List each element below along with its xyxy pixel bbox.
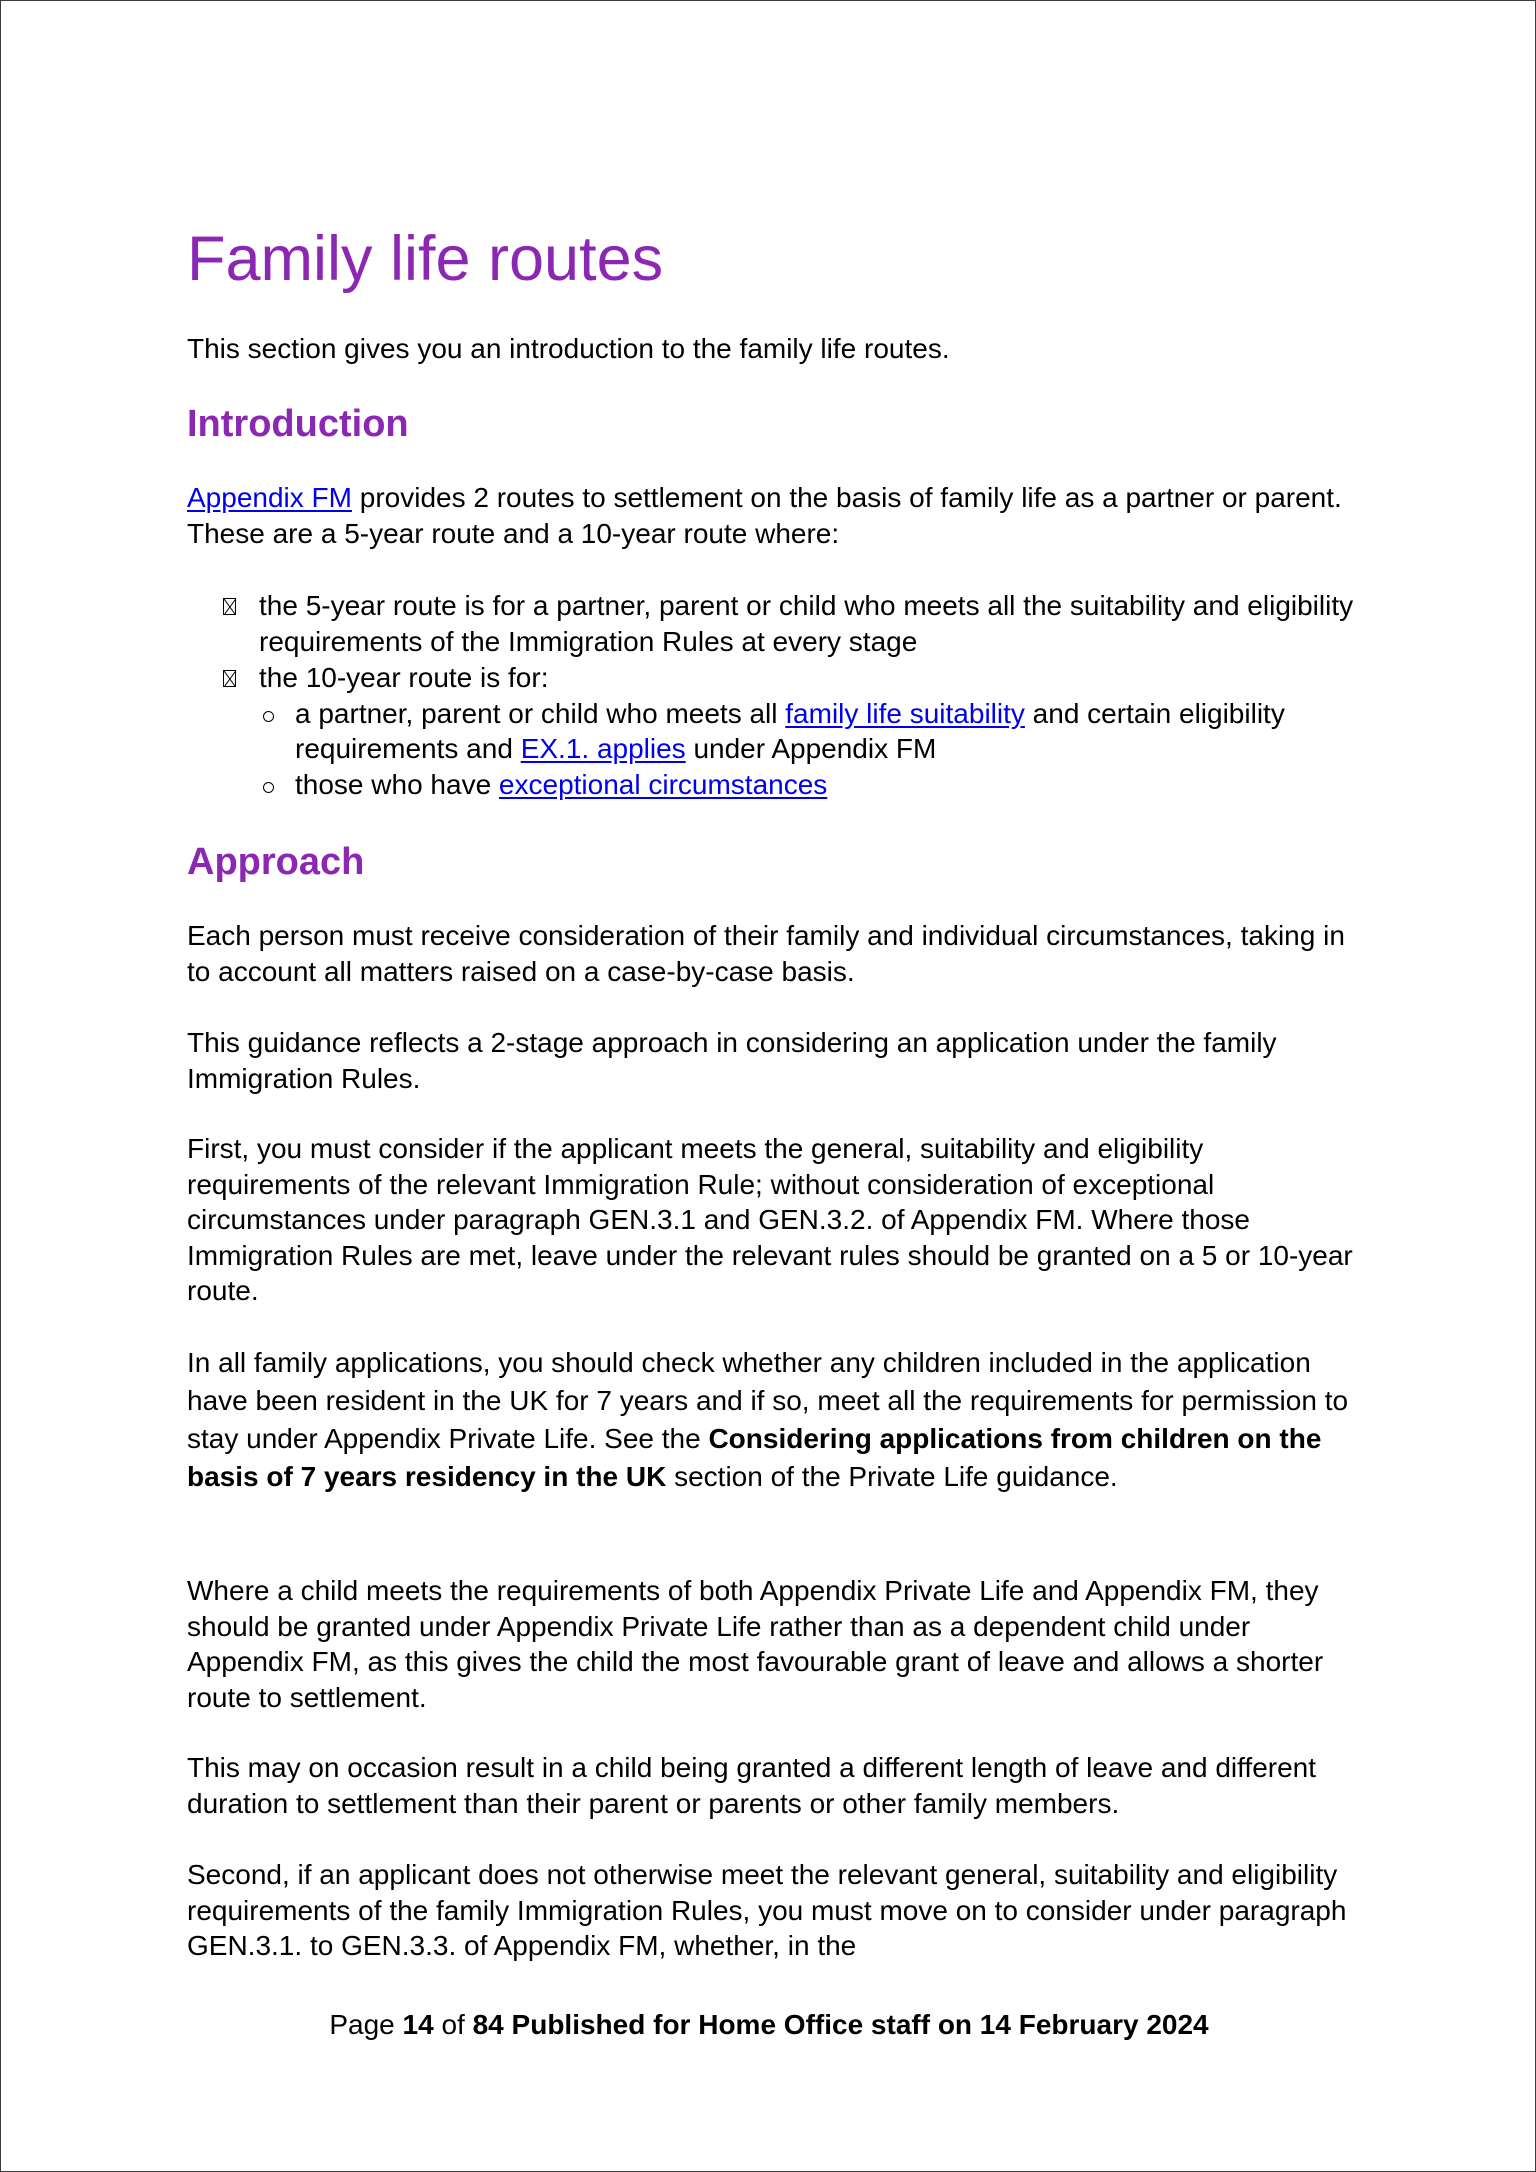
footer-total-pages: 84	[472, 2009, 504, 2040]
footer-text	[329, 2009, 1208, 2040]
introduction-heading: Introduction	[187, 403, 409, 445]
sublist-text: those who have	[295, 768, 499, 800]
missing-glyph-bullet-icon	[223, 670, 236, 687]
list-item-text: the 5-year route is for a partner, parent or child who meets all the suitability and eligibility requirements of the Immigration Rules at every stage	[259, 590, 1354, 657]
paragraph-text: section of the Private Life guidance.	[666, 1461, 1118, 1492]
approach-paragraph-5: Where a child meets the requirements of both Appendix Private Life and Appendix FM, they should be granted under Appendix Private Life rather than as a dependent child under Appendix FM, as this gives the child the most favourable grant of leave and allows a shorter route to settlement.	[187, 1575, 1324, 1713]
approach-paragraph-4	[187, 1344, 1357, 1496]
sublist-item-partner-parent-child	[187, 696, 1357, 767]
list-item-10-year-route	[187, 660, 1357, 802]
footer-of-label: of	[433, 2009, 473, 2040]
page-title: Family life routes	[187, 224, 664, 294]
ex1-applies-link[interactable]: EX.1. applies	[520, 733, 686, 765]
family-life-suitability-link[interactable]: family life suitability	[785, 697, 1025, 729]
10-year-route-sublist	[187, 696, 1357, 803]
footer-published: Published for Home Office staff on 14 February 2024	[503, 2009, 1209, 2040]
approach-paragraph-3: First, you must consider if the applicant meets the general, suitability and eligibility requirements of the relevant Immigration Rule; without consideration of exceptional circumstances under paragraph GEN.3.1 and GEN.3.2. of Appendix FM. Where those Immigration Rules are met, leave under the relevant rules should be granted on a 5 or 10-year route.	[187, 1133, 1353, 1307]
hollow-circle-bullet-icon	[263, 711, 274, 722]
appendix-fm-link[interactable]: Appendix FM	[187, 482, 352, 513]
routes-list	[187, 588, 1357, 803]
introduction-paragraph	[187, 480, 1357, 551]
bold-section-reference: Considering applications from children on the basis of 7 years residency in the UK	[187, 1423, 1322, 1492]
approach-paragraph-7: Second, if an applicant does not otherwise meet the relevant general, suitability and eligibility requirements of the family Immigration Rules, you must move on to consider under paragraph GEN.3.1. to GEN.3.3. of Appendix FM, whether, in the	[187, 1859, 1347, 1962]
footer-page-number: 14	[402, 2009, 434, 2040]
intro-text: This section gives you an introduction to the family life routes.	[187, 333, 950, 364]
sublist-item-exceptional	[187, 767, 1357, 803]
sublist-text: and certain eligibility requirements and	[295, 697, 1285, 765]
list-item-5-year-route	[187, 588, 1357, 659]
approach-paragraph-1: Each person must receive consideration of their family and individual circumstances, taking in to account all matters raised on a case-by-case basis.	[187, 920, 1345, 987]
exceptional-circumstances-link[interactable]: exceptional circumstances	[498, 768, 828, 800]
approach-paragraph-2: This guidance reflects a 2-stage approach in considering an application under the family Immigration Rules.	[187, 1027, 1277, 1094]
paragraph-text: In all family applications, you should check whether any children included in the application have been resident in the UK for 7 years and if so, meet all the requirements for permission to stay under Appendix Private Life. See the	[187, 1347, 1349, 1454]
hollow-circle-bullet-icon	[263, 782, 274, 793]
footer-page-label: Page	[329, 2009, 403, 2040]
approach-heading: Approach	[187, 841, 365, 883]
approach-paragraph-6: This may on occasion result in a child being granted a different length of leave and different duration to settlement than their parent or parents or other family members.	[187, 1752, 1317, 1819]
sublist-text: a partner, parent or child who meets all	[295, 697, 786, 729]
missing-glyph-bullet-icon	[223, 598, 236, 615]
sublist-text: under Appendix FM	[685, 733, 937, 765]
list-item-text: the 10-year route is for:	[259, 662, 549, 694]
page-footer	[1, 2007, 1536, 2043]
introduction-paragraph-text: provides 2 routes to settlement on the basis of family life as a partner or parent. These are a 5-year route and a 10-year route where:	[187, 482, 1342, 549]
